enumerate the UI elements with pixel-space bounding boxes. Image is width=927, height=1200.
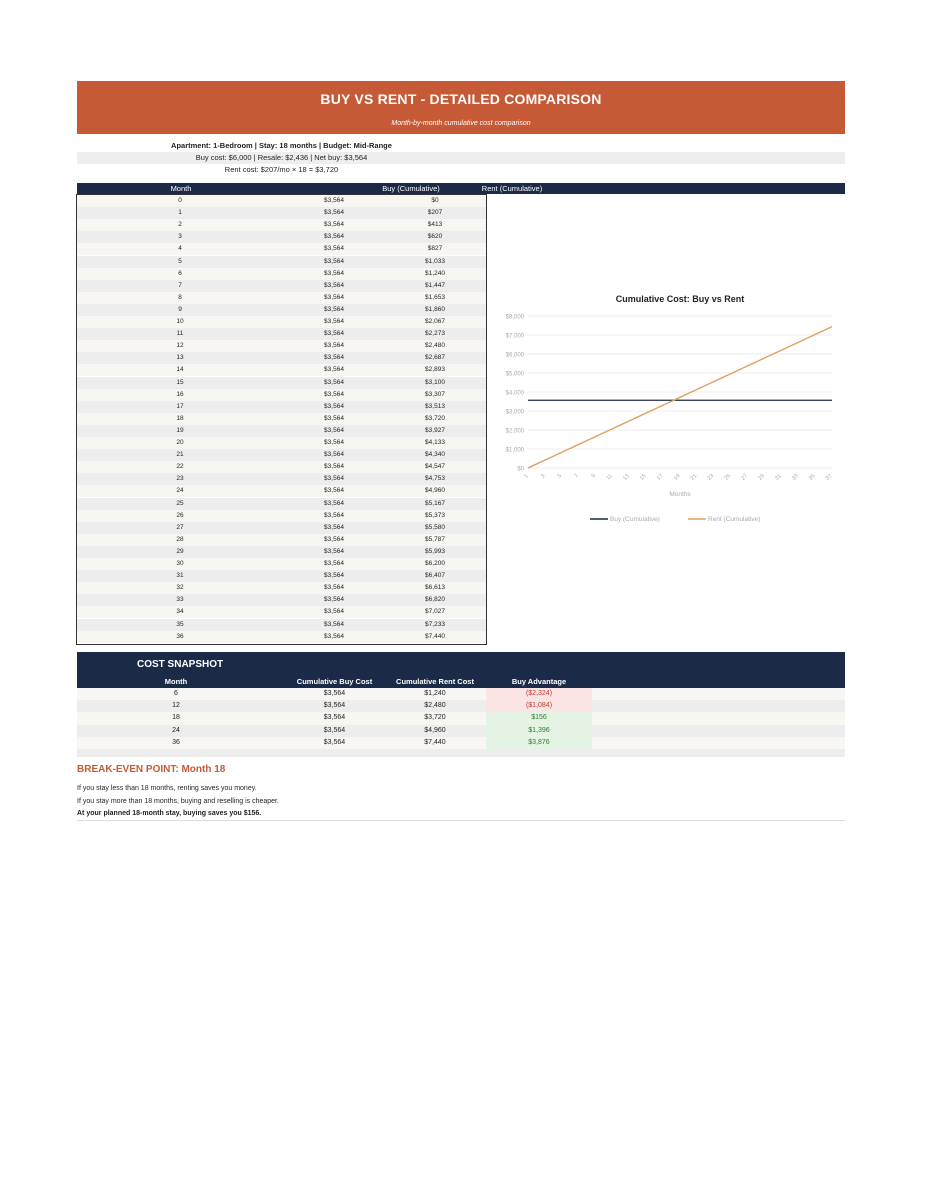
x-tick-label: 7 xyxy=(573,473,581,480)
rent-cell: $3,513 xyxy=(425,402,445,410)
rent-cell: $1,447 xyxy=(425,281,445,289)
rent-cell: $3,307 xyxy=(425,390,445,398)
buy-cell: $3,564 xyxy=(324,499,344,507)
x-tick-label: 15 xyxy=(639,473,648,482)
snapshot-month-cell: 24 xyxy=(172,726,180,734)
table-row xyxy=(77,377,486,389)
table-row xyxy=(77,558,486,570)
x-tick-label: 33 xyxy=(791,473,800,482)
buy-cell: $3,564 xyxy=(324,475,344,483)
rent-cell: $3,927 xyxy=(425,426,445,434)
buy-cell: $3,564 xyxy=(324,281,344,289)
table-row xyxy=(77,582,486,594)
table-row xyxy=(77,231,486,243)
month-cell: 7 xyxy=(178,281,182,289)
x-tick-label: 31 xyxy=(774,473,783,482)
buy-cell: $3,564 xyxy=(324,269,344,277)
summary-buy-cost: Buy cost: $6,000 | Resale: $2,436 | Net buy: $3,564 xyxy=(195,153,368,162)
page-subtitle: Month-by-month cumulative cost comparison xyxy=(391,120,531,127)
month-cell: 3 xyxy=(178,233,182,241)
snapshot-rent-cell: $1,240 xyxy=(424,690,446,697)
y-tick-label: $5,000 xyxy=(505,371,524,378)
month-cell: 10 xyxy=(176,318,184,325)
buy-cell: $3,564 xyxy=(324,523,344,531)
table-row xyxy=(77,473,486,485)
table-row xyxy=(77,304,486,316)
snapshot-row xyxy=(77,700,845,712)
buy-cell: $3,564 xyxy=(324,560,344,567)
buy-cell: $3,564 xyxy=(324,209,344,217)
snapshot-buy-cell: $3,564 xyxy=(323,714,346,722)
x-tick-label: 37 xyxy=(824,473,834,482)
y-tick-label: $1,000 xyxy=(505,447,524,454)
snapshot-rent-cell: $4,960 xyxy=(424,726,446,734)
snapshot-rent-cell: $3,720 xyxy=(424,714,446,722)
snapshot-row xyxy=(77,688,845,700)
rent-cell: $1,240 xyxy=(425,269,445,277)
buy-cell: $3,564 xyxy=(324,463,344,471)
snapshot-title: COST SNAPSHOT xyxy=(137,659,224,670)
table-row xyxy=(77,631,486,643)
legend-label: Buy (Cumulative) xyxy=(610,516,660,523)
buy-cell: $3,564 xyxy=(324,608,344,616)
month-cell: 21 xyxy=(176,451,184,459)
month-cell: 17 xyxy=(176,402,184,410)
summary-rent-cost: Rent cost: $207/mo × 18 = $3,720 xyxy=(224,165,339,174)
table-row xyxy=(77,389,486,401)
buy-cell: $3,564 xyxy=(324,535,344,543)
table-row xyxy=(77,594,486,606)
x-tick-label: 1 xyxy=(523,473,530,480)
table-row xyxy=(77,498,486,510)
buy-cell: $3,564 xyxy=(324,414,344,422)
rent-cell: $4,133 xyxy=(425,439,445,446)
table-row xyxy=(77,534,486,546)
x-tick-label: 3 xyxy=(539,473,547,480)
snapshot-col-month: Month xyxy=(164,677,188,686)
buy-cell: $3,564 xyxy=(324,233,344,241)
breakeven-note-savings: At your planned 18-month stay, buying saves you $156. xyxy=(77,810,262,817)
month-cell: 28 xyxy=(176,535,184,543)
month-cell: 18 xyxy=(176,414,184,422)
table-row xyxy=(77,280,486,292)
month-cell: 1 xyxy=(178,209,182,217)
x-tick-label: 29 xyxy=(757,473,766,482)
rent-cell: $5,787 xyxy=(425,535,445,543)
month-cell: 27 xyxy=(176,523,184,531)
table-row xyxy=(77,268,486,280)
rent-cell: $2,067 xyxy=(425,318,445,325)
snapshot-buy-cell: $3,564 xyxy=(323,690,346,697)
y-tick-label: $4,000 xyxy=(505,390,524,397)
month-cell: 9 xyxy=(178,305,182,313)
table-header xyxy=(77,183,845,194)
table-row xyxy=(77,316,486,328)
table-row xyxy=(77,413,486,425)
month-cell: 32 xyxy=(176,584,184,592)
rent-cell: $2,893 xyxy=(425,366,445,374)
month-cell: 14 xyxy=(176,366,184,374)
month-cell: 4 xyxy=(178,245,182,253)
rent-cell: $0 xyxy=(431,197,439,204)
summary-row xyxy=(77,164,845,176)
month-cell: 8 xyxy=(178,293,182,301)
snapshot-month-cell: 6 xyxy=(174,690,178,697)
breakeven-note-rent: If you stay less than 18 months, renting saves you money. xyxy=(77,785,257,792)
snapshot-month-cell: 18 xyxy=(172,714,180,722)
buy-cell: $3,564 xyxy=(324,378,344,386)
buy-cell: $3,564 xyxy=(324,439,344,446)
buy-cell: $3,564 xyxy=(324,245,344,253)
rent-cell: $1,653 xyxy=(425,293,445,301)
table-row xyxy=(77,207,486,219)
snapshot-advantage-cell: $1,396 xyxy=(486,725,592,737)
month-cell: 29 xyxy=(176,547,184,555)
x-tick-label: 17 xyxy=(655,473,665,482)
snapshot-row xyxy=(77,737,845,749)
x-tick-label: 9 xyxy=(590,473,597,480)
x-tick-label: 21 xyxy=(689,473,699,482)
snapshot-col-advantage: Buy Advantage xyxy=(511,677,567,686)
buy-cell: $3,564 xyxy=(324,584,344,592)
y-tick-label: $6,000 xyxy=(505,352,524,359)
breakeven-title: BREAK-EVEN POINT: Month 18 xyxy=(77,764,226,775)
y-tick-label: $2,000 xyxy=(505,428,524,435)
buy-cell: $3,564 xyxy=(324,257,344,265)
buy-cell: $3,564 xyxy=(324,342,344,350)
rent-cell: $620 xyxy=(427,233,443,241)
snapshot-rent-cell: $2,480 xyxy=(424,702,446,710)
buy-cell: $3,564 xyxy=(324,305,344,313)
buy-cell: $3,564 xyxy=(324,511,344,519)
table-row xyxy=(77,461,486,473)
table-row xyxy=(77,570,486,582)
month-cell: 30 xyxy=(176,560,184,567)
table-row xyxy=(77,256,486,268)
month-cell: 0 xyxy=(178,197,182,204)
rent-cell: $6,820 xyxy=(425,596,445,604)
month-cell: 16 xyxy=(176,390,184,398)
buy-cell: $3,564 xyxy=(324,221,344,229)
column-header-month: Month xyxy=(170,184,192,193)
buy-cell: $3,564 xyxy=(324,596,344,604)
buy-cell: $3,564 xyxy=(324,197,344,204)
page-title: BUY VS RENT - DETAILED COMPARISON xyxy=(320,91,602,107)
snapshot-month-cell: 36 xyxy=(172,738,180,746)
snapshot-rent-cell: $7,440 xyxy=(424,738,446,746)
x-tick-label: 23 xyxy=(706,473,716,482)
month-cell: 5 xyxy=(178,257,182,265)
rent-cell: $5,580 xyxy=(425,523,445,531)
buy-cell: $3,564 xyxy=(324,293,344,301)
divider xyxy=(77,820,845,821)
buy-cell: $3,564 xyxy=(324,632,344,640)
month-cell: 36 xyxy=(176,632,184,640)
snapshot-advantage-cell: $3,876 xyxy=(486,737,592,749)
rent-cell: $207 xyxy=(427,209,443,217)
rent-cell: $5,167 xyxy=(425,499,445,507)
snapshot-row xyxy=(77,712,845,724)
rent-cell: $7,233 xyxy=(425,620,445,628)
table-row xyxy=(77,292,486,304)
summary-row xyxy=(77,140,845,152)
summary-row xyxy=(77,152,845,164)
rent-cell: $5,993 xyxy=(425,547,445,555)
snapshot-header xyxy=(77,652,845,688)
rent-cell: $4,340 xyxy=(425,451,445,459)
buy-cell: $3,564 xyxy=(324,547,344,555)
x-tick-label: 13 xyxy=(622,473,631,482)
y-tick-label: $3,000 xyxy=(505,409,524,416)
rent-cell: $6,200 xyxy=(425,560,445,567)
rent-cell: $1,860 xyxy=(425,305,445,313)
cumulative-cost-chart xyxy=(490,290,845,530)
table-row xyxy=(77,437,486,449)
column-header-buy: Buy (Cumulative) xyxy=(382,184,440,193)
rent-cell: $2,687 xyxy=(425,354,445,362)
rent-cell: $6,613 xyxy=(425,584,445,592)
rent-cell: $7,440 xyxy=(425,632,445,640)
buy-cell: $3,564 xyxy=(324,318,344,325)
monthly-table xyxy=(76,194,487,645)
column-header-rent: Rent (Cumulative) xyxy=(481,184,543,193)
snapshot-advantage-cell: ($1,084) xyxy=(486,700,592,712)
rent-cell: $4,960 xyxy=(425,487,445,495)
rent-cell: $7,027 xyxy=(425,608,445,616)
x-tick-label: 25 xyxy=(723,473,733,482)
snapshot-col-rent: Cumulative Rent Cost xyxy=(396,677,474,686)
rent-cell: $6,407 xyxy=(425,572,445,580)
x-tick-label: 11 xyxy=(605,473,614,482)
table-row xyxy=(77,401,486,413)
month-cell: 34 xyxy=(176,608,184,616)
snapshot-advantage-cell: ($2,324) xyxy=(486,688,592,700)
table-row xyxy=(77,606,486,618)
legend-label: Rent (Cumulative) xyxy=(708,516,761,523)
rent-cell: $4,753 xyxy=(425,475,445,483)
month-cell: 23 xyxy=(176,475,184,483)
table-row xyxy=(77,485,486,497)
table-row xyxy=(77,219,486,231)
month-cell: 31 xyxy=(176,572,184,580)
buy-cell: $3,564 xyxy=(324,487,344,495)
x-tick-label: 27 xyxy=(740,473,749,482)
buy-cell: $3,564 xyxy=(324,620,344,628)
buy-cell: $3,564 xyxy=(324,426,344,434)
table-row xyxy=(77,449,486,461)
month-cell: 12 xyxy=(176,342,184,350)
snapshot-buy-cell: $3,564 xyxy=(323,726,346,734)
buy-cell: $3,564 xyxy=(324,572,344,580)
y-tick-label: $7,000 xyxy=(505,333,524,340)
buy-cell: $3,564 xyxy=(324,354,344,362)
month-cell: 2 xyxy=(178,221,182,229)
rent-cell: $413 xyxy=(427,221,443,229)
table-row xyxy=(77,352,486,364)
table-row xyxy=(77,522,486,534)
snapshot-row xyxy=(77,725,845,737)
month-cell: 13 xyxy=(176,354,184,362)
y-tick-label: $8,000 xyxy=(505,314,524,321)
snapshot-buy-cell: $3,564 xyxy=(323,702,346,710)
month-cell: 19 xyxy=(176,426,184,434)
rent-cell: $3,100 xyxy=(425,378,445,386)
rent-cell: $4,547 xyxy=(425,463,445,471)
chart-title: Cumulative Cost: Buy vs Rent xyxy=(615,294,745,304)
x-tick-label: 35 xyxy=(807,473,817,482)
breakeven-note-buy: If you stay more than 18 months, buying and reselling is cheaper. xyxy=(77,798,279,805)
rent-cell: $3,720 xyxy=(425,414,445,422)
buy-cell: $3,564 xyxy=(324,390,344,398)
y-tick-label: $0 xyxy=(517,466,524,473)
snapshot-advantage-cell: $156 xyxy=(486,712,592,724)
table-row xyxy=(77,340,486,352)
rent-cell: $2,273 xyxy=(425,330,445,338)
table-row xyxy=(77,619,486,631)
buy-cell: $3,564 xyxy=(324,402,344,410)
snapshot-buy-cell: $3,564 xyxy=(323,738,346,746)
table-row xyxy=(77,364,486,376)
buy-cell: $3,564 xyxy=(324,451,344,459)
x-tick-label: 5 xyxy=(556,473,564,480)
rent-cell: $1,033 xyxy=(425,257,445,265)
month-cell: 20 xyxy=(176,439,184,446)
buy-cell: $3,564 xyxy=(324,366,344,374)
chart-svg xyxy=(490,290,845,530)
month-cell: 25 xyxy=(176,499,184,507)
month-cell: 6 xyxy=(178,269,182,277)
rent-cell: $827 xyxy=(427,245,443,253)
table-row xyxy=(77,195,486,207)
month-cell: 11 xyxy=(176,330,184,338)
table-row xyxy=(77,546,486,558)
rent-cell: $2,480 xyxy=(425,342,445,350)
snapshot-col-buy: Cumulative Buy Cost xyxy=(296,677,373,686)
x-axis-label: Months xyxy=(669,491,691,498)
table-row xyxy=(77,243,486,255)
month-cell: 22 xyxy=(176,463,184,471)
month-cell: 33 xyxy=(176,596,184,604)
summary-apartment: Apartment: 1-Bedroom | Stay: 18 months | Budget: Mid-Range xyxy=(171,141,392,150)
x-tick-label: 19 xyxy=(672,473,682,482)
table-row xyxy=(77,510,486,522)
title-banner xyxy=(77,81,845,134)
snapshot-footer-band xyxy=(77,749,845,757)
month-cell: 26 xyxy=(176,511,184,519)
month-cell: 35 xyxy=(176,620,184,628)
table-row xyxy=(77,328,486,340)
snapshot-month-cell: 12 xyxy=(172,702,180,710)
month-cell: 24 xyxy=(176,487,184,495)
buy-cell: $3,564 xyxy=(324,330,344,338)
rent-cell: $5,373 xyxy=(425,511,445,519)
table-row xyxy=(77,425,486,437)
month-cell: 15 xyxy=(176,378,184,386)
series-line-rent xyxy=(528,327,832,468)
